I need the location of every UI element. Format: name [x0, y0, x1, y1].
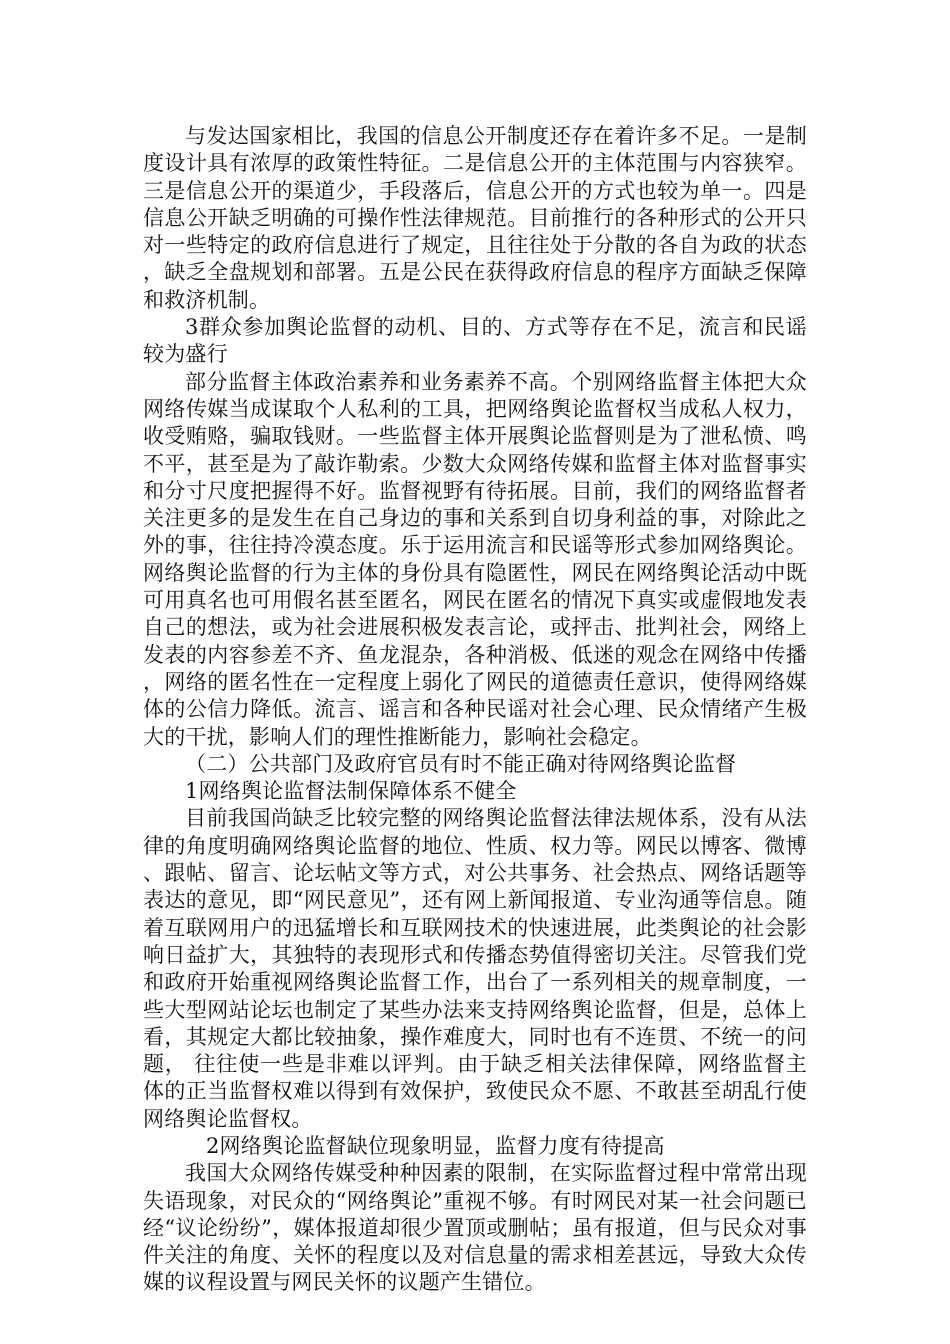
section-heading-2-government-attitude: （二）公共部门及政府官员有时不能正确对待网络舆论监督 — [185, 751, 737, 776]
subheading-3-public-participation: 3群众参加舆论监督的动机、目的、方式等存在不足，流言和民谣较为盛行 — [143, 315, 807, 367]
body-paragraph-information-disclosure: 与发达国家相比，我国的信息公开制度还存在着许多不足。一是制度设计具有浓厚的政策性特征。二是信息公开的主体范围与内容狭窄。三是信息公开的渠道少，手段落后，信息公开的方式也较为单一。四是信息公开缺乏明确的可操作性法律规范。目前推行的各种形式的公开只对一些特定的政府信息进行了规定，且往往处于分散的各自为政的状态，缺乏全盘规划和部署。五是公民在获得政府信息的程序方面缺乏保障和救济机制。 — [143, 124, 807, 312]
body-paragraph-supervisor-quality: 部分监督主体政治素养和业务素养不高。个别网络监督主体把大众网络传媒当成谋取个人私利的工具，把网络舆论监督权当成私人权力，收受贿赂，骗取钱财。一些监督主体开展舆论监督则是为了泄私愤、鸣不平，甚至是为了敲诈勒索。少数大众网络传媒和监督主体对监督事实和分寸尺度把握得不好。监督视野有待拓展。目前，我们的网络监督者关注更多的是发生在自己身边的事和关系到自切身利益的事，对除此之外的事，往往持冷漠态度。乐于运用流言和民谣等形式参加网络舆论。网络舆论监督的行为主体的身份具有隐匿性，网民在网络舆论活动中既可用真名也可用假名甚至匿名，网民在匿名的情况下真实或虚假地发表自己的想法，或为社会进展积极发表言论，或抨击、批判社会，网络上发表的内容参差不齐、鱼龙混杂，各种消极、低迷的观念在网络中传播，网络的匿名性在一定程度上弱化了网民的道德责任意识，使得网络媒体的公信力降低。流言、谣言和各种民谣对社会心理、民众情绪产生极大的干扰，影响人们的理性推断能力，影响社会稳定。 — [143, 369, 807, 749]
subheading-1-legal-system: 1网络舆论监督法制保障体系不健全 — [185, 779, 517, 804]
subheading-2-supervision-absence: 2网络舆论监督缺位现象明显，监督力度有待提高 — [206, 1133, 665, 1158]
body-paragraph-legal-framework: 目前我国尚缺乏比较完整的网络舆论监督法律法规体系，没有从法律的角度明确网络舆论监督的地位、性质、权力等。网民以博客、微博、跟帖、留言、论坛帖文等方式，对公共事务、社会热点、网络话题等表达的意见，即“网民意见”，还有网上新闻报道、专业沟通等信息。随着互联网用户的迅猛增长和互联网技术的快速进展，此类舆论的社会影响日益扩大，其独特的表现形式和传播态势值得密切关注。尽管我们党和政府开始重视网络舆论监督工作，出台了一系列相关的规章制度，一些大型网站论坛也制定了某些办法来支持网络舆论监督，但是，总体上看，其规定大都比较抽象，操作难度大，同时也有不连贯、不统一的问题， 往往使一些是非难以评判。由于缺乏相关法律保障，网络监督主体的正当监督权难以得到有效保护，致使民众不愿、不敢甚至胡乱行使网络舆论监督权。 — [143, 806, 807, 1131]
body-paragraph-media-silence: 我国大众网络传媒受种种因素的限制，在实际监督过程中常常出现失语现象，对民众的“网络舆论”重视不够。有时网民对某一社会问题已经“议论纷纷”，媒体报道却很少置顶或删帖；虽有报道，但与民众对事件关注的角度、关怀的程度以及对信息量的需求相差甚远，导致大众传媒的议程设置与网民关怀的议题产生错位。 — [143, 1161, 807, 1295]
document-page — [143, 123, 807, 1297]
